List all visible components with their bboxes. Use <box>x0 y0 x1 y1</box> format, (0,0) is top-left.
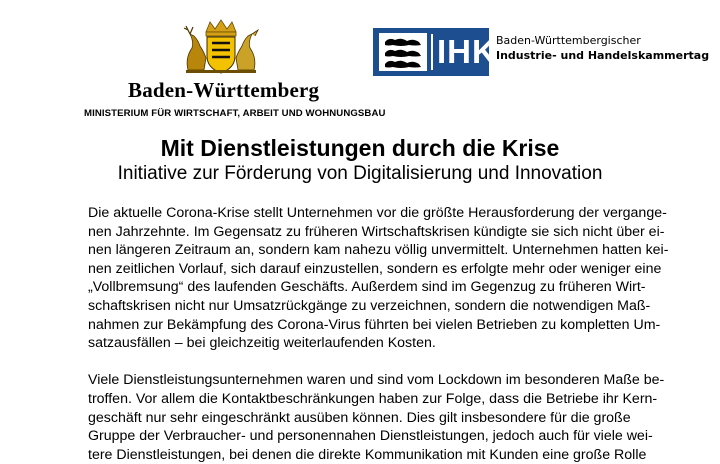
text-line: nen längeren Zeitraum an, sondern kam nahezu völlig unvermittelt. Unternehmen hatten kei- <box>88 242 669 259</box>
text-line: nahmen zur Bekämpfung des Corona-Virus führten bei vielen Betrieben zu kompletten Um- <box>88 316 661 333</box>
paragraph <box>88 371 665 464</box>
ihk-abbreviation: IHK <box>437 33 497 70</box>
text-line: geschäft nur sehr eingeschränkt ausüben können. Dies gilt insbesondere für die große <box>88 409 631 426</box>
ihk-logo <box>373 28 710 76</box>
text-line: Viele Dienstleistungsunternehmen waren und sind vom Lockdown im besonderen Maße be- <box>88 372 665 389</box>
coat-of-arms-icon <box>176 18 266 76</box>
bw-ministry-name: MINISTERIUM FÜR WIRTSCHAFT, ARBEIT UND WOHNUNGSBAU <box>84 108 386 119</box>
text-line: nen zeitlichen Vorlauf, sich darauf einzustellen, sondern es erfolgte mehr oder weniger eine <box>88 260 662 277</box>
text-line: Gruppe der Verbraucher- und personennahen Dienstleistungen, jedoch auch für viele wei- <box>88 428 653 445</box>
text-line: nen Jahrzehnte. Im Gegensatz zu früheren Wirtschaftskrisen kündigte sie sich nicht über ei- <box>88 223 665 240</box>
ihk-logo-box <box>373 28 497 76</box>
text-line: „Vollbremsung“ des laufenden Geschäfts. Außerdem sind im Gegenzug zu früheren Wirt- <box>88 279 646 296</box>
document-subtitle: Initiative zur Förderung von Digitalisierung und Innovation <box>117 163 603 184</box>
text-line: satzausfällen – bei gleichzeitig weiterlaufenden Kosten. <box>88 335 436 352</box>
text-line: Die aktuelle Corona-Krise stellt Unternehmen vor die größte Herausforderung der vergange- <box>88 205 667 221</box>
document-title: Mit Dienstleistungen durch die Krise <box>160 135 560 161</box>
ihk-name-line-1: Baden-Württembergischer <box>496 34 641 47</box>
three-lions-icon <box>379 33 427 71</box>
text-line: troffen. Vor allem die Kontaktbeschränkungen haben zur Folge, dass die Betriebe ihr Kern- <box>88 390 658 407</box>
bw-state-name: Baden-Württemberg <box>128 78 320 102</box>
paragraph <box>88 204 669 353</box>
ihk-separator <box>431 34 433 70</box>
text-line: schaftskrisen nicht nur Umsatzrückgänge zu verzeichnen, sondern die notwendigen Maß- <box>88 297 651 314</box>
text-line: tere Dienstleistungen, bei denen die direkte Kommunikation mit Kunden eine große Rolle <box>88 446 647 463</box>
ihk-name-line-2: Industrie- und Handelskammertag <box>496 49 710 62</box>
document-body <box>88 204 669 464</box>
